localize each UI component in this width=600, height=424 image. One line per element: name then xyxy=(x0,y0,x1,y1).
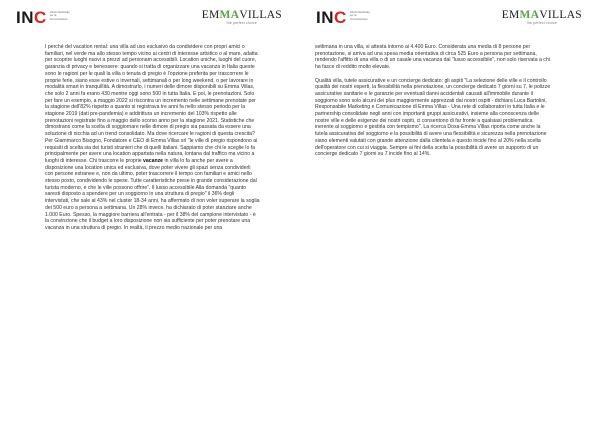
emma-villas-tagline: the perfect choice xyxy=(526,21,558,25)
inc-logo-mark xyxy=(16,9,47,26)
inc-logo-mark xyxy=(316,9,347,26)
inc-logo-accent-letter: C xyxy=(34,8,47,27)
emma-villas-wordmark: EMMAVILLAS xyxy=(501,9,582,21)
article-paragraph: I perché del vacation rental: una villa ad uso esclusivo da condividere con propri amici o familiari, nel verde ma allo stesso tempo vicino ai centri di interesse artistico o al mare, adatta per scoprire luoghi nuovi a prezzi ad personam accessibili. Location uniche, luoghi del cuore, garanzia di privacy e benessere: quando si tratta di organizzare una vacanza in Italia queste sono le ragioni per le quali la villa o tenuta di pregio è l'opzione preferita per trascorrere le proprie ferie, siano esse estive o invernali, settimanali o per long weekend, o per lavorare in modalità smart in tranquillità. A dimostrarlo, i numeri delle dimore disponibili su Emma Villas, che solo 2 anni fa erano 430 mentre oggi sono 500 in tutta Italia. E poi, le prenotazioni. Solo per fare un esempio, a maggio 2022 si riscontra un incremento nelle settimane prenotate per la stagione dell'82% rispetto a quanto si registrava tre anni fa nello stesso periodo per la stagione 2019 (dati pre-pandemia) e addirittura un incremento del 103% rispetto alle prenotazioni registrate fino a maggio dello scorso anno per la stagione 2021. Statistiche che dimostrano come la scelta di soggiornare nelle dimore di pregio sia passata da essere una soluzione di nicchia ad un trend consolidato. Ma dove ricercare le ragioni di questa crescita? Per Giammarco Bisogno, Fondatore e CEO di Emma Villas srl "le ville di pregio rispondono ai requisiti di scelta sia dei turisti stranieri che di quelli italiani. Sappiamo che chi le sceglie lo fa principalmente per avere una location appartata nella natura, lontana dal traffico ma vicino a luoghi di interesse. Chi trascorre le proprie vacanze in villa lo fa anche per avere a disposizione una location unica ed esclusiva, dove poter vivere gli spazi senza condividerli con persone estranee e, non da ultimo, poter trascorrere il tempo con familiari e amici nello stesso posto, condividendo le spese. Tutte caratteristiche prese in grande considerazione dal turista moderno, e che le ville possono offrire". Il lusso accessibile Alla domanda "quanto saresti disposto a spendere per un soggiorno in una struttura di pregio" il 36% degli intervistati, che sale al 43% nel cluster 18-34 anni, ha affermato di non voler superare la soglia dei 500 euro a persona a settimana. Un 28% invece, ha dichiarato di poter stanziare anche 1.000 Euro. Spesso, la maggiore barriera all'entrata - per il 38% del campione intervistato - è la convinzione che il budget a loro disposizione non sia sufficiente per poter prenotare una vacanza in una struttura di pregio. In realtà, il prezzo medio nazionale per una xyxy=(45,44,260,231)
right-page xyxy=(300,0,600,424)
emma-villas-tagline: the perfect choice xyxy=(226,21,258,25)
inc-logo xyxy=(316,9,372,29)
inc-logo-letters: IN xyxy=(16,8,34,27)
emma-villas-wordmark: EMMAVILLAS xyxy=(201,9,282,21)
inc-logo-subtitle: Istituto Nazionale per la Comunicazione xyxy=(349,11,370,21)
article-paragraph: Qualità villa, tutele assicurative e un concierge dedicato: gli aspiti "La selezione delle ville e il controllo qualità dei nostri esperti, la flessibilità nella prenotazione, un concierge dedicato 7 giorni su 7, le polizze assicurative sanitarie e le garanzie per eventuali danni accidentali causati all'immobile durante il soggiorno sono solo alcuni dei plus maggiormente apprezzati dai nostri ospiti - dichiara Luca Bartolini, Responsabile Marketing e Comunicazione di Emma Villas - Una rete di collaboratori in tutta Italia e le partnership consolidate negli anni con importanti gruppi assicurativi, insieme alla conoscenza delle nostre ville e delle esigenze dei nostri ospiti, ci consentono di far fronte a qualsiasi problematica inerente al soggiorno e gestirla con tempismo". La ricerca Doxa-Emma Villas riporta come anche la tutela assicurativa del soggiorno e la possibilità di avere una flessibilità e sicurezza nella prenotazione siano elementi valutati con grande attenzione dalla clientela e questo incide fino al 20% nella scelta dell'operatore con cui si viaggia. Sempre ai fini della scelta la possibilità di avere un supporto di un concierge dedicato 7 giorni su 7 incide fino al 14%. xyxy=(315,77,551,158)
inc-logo-accent-letter: C xyxy=(334,8,347,27)
article-paragraph: settimana in una villa, si attesta intorno ai 4.400 Euro. Considerata una media di 8 persone per prenotazione, si arriva ad una spesa media orientativa di circa 525 Euro a persona per settimana, rendendo l'affitto di una villa o di un casale una vacanza dal "lusso accessibile", non solo riservata a chi ha fasce di reddito molto elevate. xyxy=(315,44,550,71)
inc-logo-letters: IN xyxy=(316,8,334,27)
article-body-left xyxy=(45,44,260,238)
inc-logo xyxy=(16,9,72,29)
emma-villas-logo xyxy=(502,9,582,25)
emma-villas-logo xyxy=(202,9,282,25)
inc-logo-subtitle: Istituto Nazionale per la Comunicazione xyxy=(49,11,70,21)
article-body-right xyxy=(315,44,551,165)
